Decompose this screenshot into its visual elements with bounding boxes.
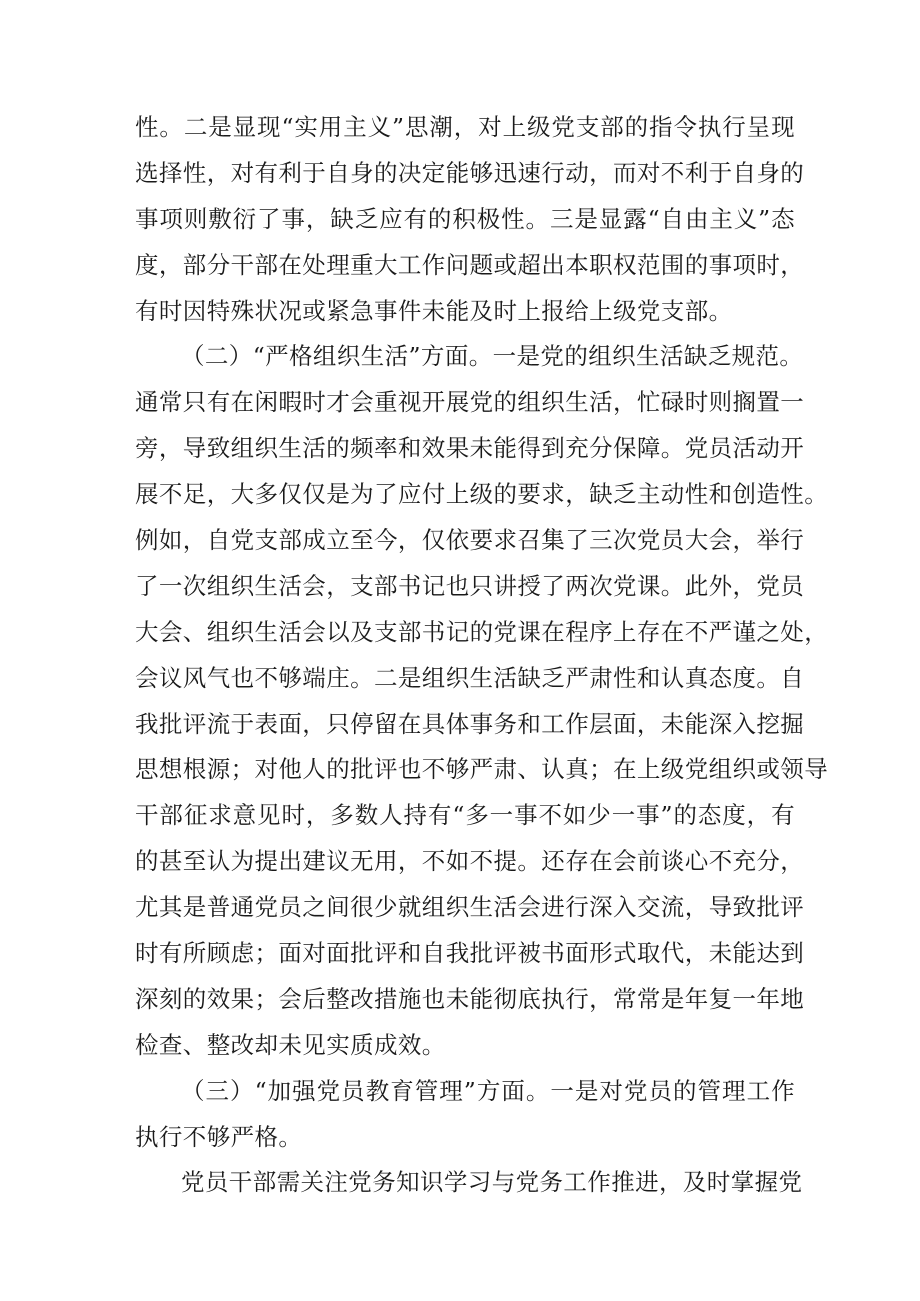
text-line: 通常只有在闲暇时才会重视开展党的组织生活，忙碌时则搁置一	[135, 388, 805, 417]
text-line: 时有所顾虑；面对面批评和自我批评被书面形式取代，未能达到	[135, 939, 805, 968]
document-body	[135, 105, 829, 1206]
text-line: 事项则敷衍了事，缺乏应有的积极性。三是显露“自由主义”态	[135, 204, 795, 233]
text-line: 了一次组织生活会，支部书记也只讲授了两次党课。此外，党员	[135, 571, 805, 600]
text-line: 干部征求意见时，多数人持有“多一事不如少一事”的态度，有	[135, 801, 795, 830]
text-line: 会议风气也不够端庄。二是组织生活缺乏严肃性和认真态度。自	[135, 663, 805, 692]
text-line: 执行不够严格。	[135, 1122, 303, 1151]
text-line: 大会、组织生活会以及支部书记的党课在程序上存在不严谨之处，	[135, 617, 829, 646]
text-line: 思想根源；对他人的批评也不够严肃、认真；在上级党组织或领导	[135, 755, 829, 784]
text-line: 深刻的效果；会后整改措施也未能彻底执行，常常是年复一年地	[135, 984, 805, 1013]
text-line: 有时因特殊状况或紧急事件未能及时上报给上级党支部。	[135, 296, 733, 325]
section-heading-line: （三）“加强党员教育管理”方面。一是对党员的管理工作	[181, 1076, 795, 1105]
text-line: 检查、整改却未见实质成效。	[135, 1030, 446, 1059]
text-line: 我批评流于表面，只停留在具体事务和工作层面，未能深入挖掘	[135, 709, 805, 738]
section-heading-line: （二）“严格组织生活”方面。一是党的组织生活缺乏规范。	[181, 342, 804, 371]
text-line: 选择性，对有利于自身的决定能够迅速行动，而对不利于自身的	[135, 158, 805, 187]
text-line: 例如，自党支部成立至今，仅依要求召集了三次党员大会，举行	[135, 526, 805, 555]
text-line: 的甚至认为提出建议无用，不如不提。还存在会前谈心不充分，	[135, 847, 805, 876]
text-line: 尤其是普通党员之间很少就组织生活会进行深入交流，导致批评	[135, 893, 805, 922]
text-line: 性。二是显现“实用主义”思潮，对上级党支部的指令执行呈现	[135, 113, 795, 141]
paragraph-start-line: 党员干部需关注党务知识学习与党务工作推进，及时掌握党	[181, 1168, 803, 1197]
text-line: 旁，导致组织生活的频率和效果未能得到充分保障。党员活动开	[135, 434, 805, 463]
text-line: 度，部分干部在处理重大工作问题或超出本职权范围的事项时，	[135, 250, 805, 279]
text-line: 展不足，大多仅仅是为了应付上级的要求，缺乏主动性和创造性。	[135, 480, 829, 509]
